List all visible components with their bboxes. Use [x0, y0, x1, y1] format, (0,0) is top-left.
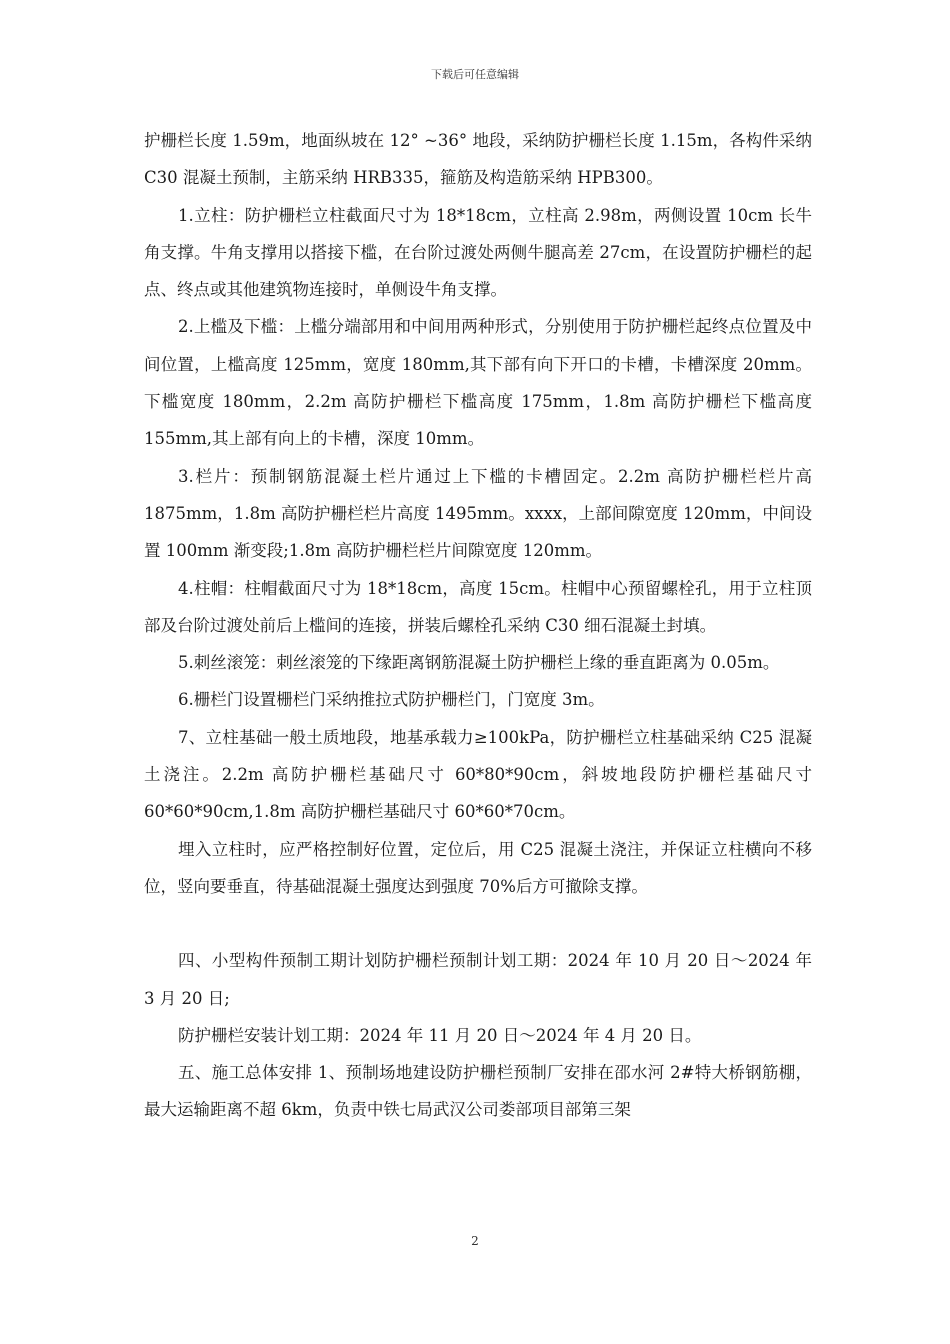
paragraph-foundation: 7、立柱基础一般土质地段，地基承载力≥100kPa，防护栅栏立柱基础采纳 C25 混凝土浇注。2.2m 高防护栅栏基础尺寸 60*80*90cm，斜坡地段防护栅栏基础尺寸 60*60*90cm,1.8m 高防护栅栏基础尺寸 60*60*70cm。 [144, 727, 812, 822]
page-header: 下载后可任意编辑 [431, 68, 519, 81]
paragraph-embedding: 埋入立柱时，应严格控制好位置，定位后，用 C25 混凝土浇注，并保证立柱横向不移位，竖向要垂直，待基础混凝土强度达到强度 70%后方可撤除支撑。 [144, 839, 812, 896]
page-number: 2 [471, 1234, 479, 1248]
paragraph-column-cap: 4.柱帽：柱帽截面尺寸为 18*18cm，高度 15cm。柱帽中心预留螺栓孔，用于立柱顶部及台阶过渡处前后上槛间的连接，拼装后螺栓孔采纳 C30 细石混凝土封填。 [144, 578, 812, 635]
paragraph-overall-arrangement: 五、施工总体安排 1、预制场地建设防护栅栏预制厂安排在邵水河 2#特大桥钢筋棚，最大运输距离不超 6km，负责中铁七局武汉公司娄部项目部第三架 [144, 1063, 812, 1120]
paragraph-install-schedule: 防护栅栏安装计划工期：2024 年 11 月 20 日～2024 年 4 月 20 日。 [178, 1025, 702, 1045]
document-body [144, 122, 812, 1129]
paragraph-railing-length: 护栅栏长度 1.59m，地面纵坡在 12° ~36° 地段，采纳防护栅栏长度 1.15m，各构件采纳 C30 混凝土预制，主筋采纳 HRB335，箍筋及构造筋采纳 HPB300。 [144, 131, 812, 188]
paragraph-panel: 3.栏片：预制钢筋混凝土栏片通过上下槛的卡槽固定。2.2m 高防护栅栏栏片高 1875mm，1.8m 高防护栅栏栏片高度 1495mm。xxxx，上部间隙宽度 120mm，中间设置 100mm 渐变段;1.8m 高防护栅栏栏片间隙宽度 120mm。 [144, 466, 812, 561]
paragraph-gate: 6.栅栏门设置栅栏门采纳推拉式防护栅栏门，门宽度 3m。 [178, 690, 605, 710]
blank-line [144, 905, 812, 942]
paragraph-prefab-schedule: 四、小型构件预制工期计划防护栅栏预制计划工期：2024 年 10 月 20 日～2024 年 3 月 20 日; [144, 951, 812, 1008]
paragraph-column: 1.立柱：防护栅栏立柱截面尺寸为 18*18cm，立柱高 2.98m，两侧设置 10cm 长牛角支撑。牛角支撑用以搭接下槛，在台阶过渡处两侧牛腿高差 27cm，在设置防护栅栏的起点、终点或其他建筑物连接时，单侧设牛角支撑。 [144, 205, 812, 300]
paragraph-sill: 2.上槛及下槛：上槛分端部用和中间用两种形式，分别使用于防护栅栏起终点位置及中间位置，上槛高度 125mm，宽度 180mm,其下部有向下开口的卡槽，卡槽深度 20mm。下槛宽度 180mm，2.2m 高防护栅栏下槛高度 175mm，1.8m 高防护栅栏下槛高度 155mm,其上部有向上的卡槽，深度 10mm。 [144, 317, 812, 449]
paragraph-barbed-wire: 5.刺丝滚笼：刺丝滚笼的下缘距离钢筋混凝土防护栅栏上缘的垂直距离为 0.05m。 [178, 653, 780, 673]
